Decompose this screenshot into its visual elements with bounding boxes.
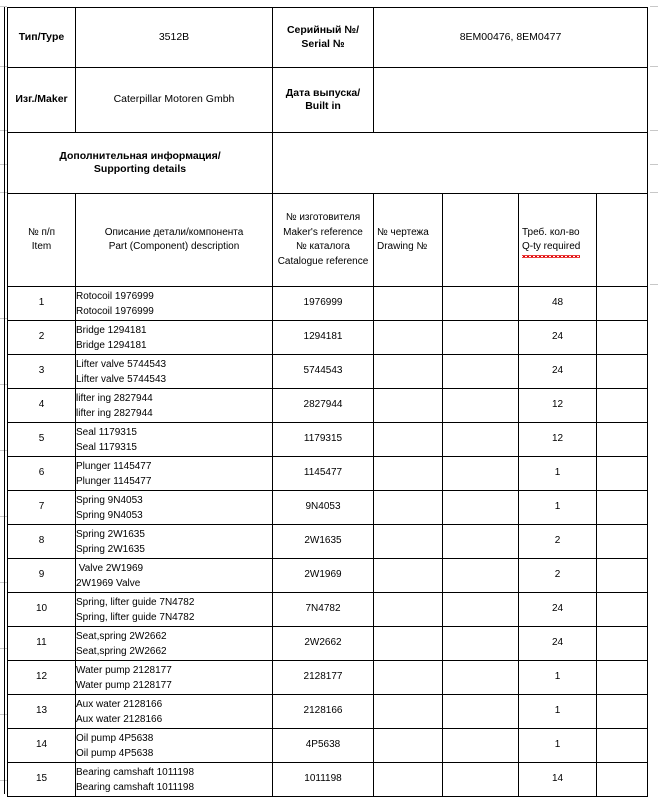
cell-blank[interactable] bbox=[443, 389, 519, 423]
cell-quantity[interactable]: 1 bbox=[519, 695, 597, 729]
cell-blank[interactable] bbox=[443, 355, 519, 389]
cell-drawing-number[interactable] bbox=[374, 695, 443, 729]
cell-drawing-number[interactable] bbox=[374, 321, 443, 355]
cell-description-line-ru: Oil pump 4P5638 bbox=[76, 732, 154, 744]
column-header-description-line-2: Part (Component) description bbox=[108, 241, 240, 252]
cell-makers-reference[interactable]: 1976999 bbox=[273, 287, 374, 321]
cell-description[interactable] bbox=[76, 423, 273, 457]
cell-description-line-en: Bridge 1294181 bbox=[76, 339, 147, 351]
cell-item-number[interactable]: 1 bbox=[8, 287, 76, 321]
cell-blank[interactable] bbox=[443, 729, 519, 763]
cell-blank[interactable] bbox=[443, 627, 519, 661]
table-row[interactable] bbox=[8, 389, 648, 423]
cell-description-line-ru: Spring 2W1635 bbox=[76, 528, 145, 540]
cell-blank[interactable] bbox=[443, 321, 519, 355]
cell-description[interactable] bbox=[76, 321, 273, 355]
cell-drawing-number[interactable] bbox=[374, 559, 443, 593]
supporting-label-line-1: Дополнительная информация/ bbox=[59, 149, 221, 162]
type-value[interactable]: 3512B bbox=[76, 8, 273, 68]
table-row[interactable] bbox=[8, 695, 648, 729]
cell-blank[interactable] bbox=[443, 593, 519, 627]
cell-description-line-ru: Aux water 2128166 bbox=[76, 698, 163, 710]
cell-description[interactable] bbox=[76, 593, 273, 627]
margin-guide-dash bbox=[650, 6, 658, 7]
cell-description[interactable] bbox=[76, 389, 273, 423]
cell-description[interactable] bbox=[76, 559, 273, 593]
cell-description-line-ru: Water pump 2128177 bbox=[76, 664, 172, 676]
supporting-label-line-2: Supporting details bbox=[93, 163, 187, 175]
cell-trailing[interactable] bbox=[597, 729, 648, 763]
cell-description-line-en: Seal 1179315 bbox=[76, 441, 137, 453]
cell-description-line-en: Lifter valve 5744543 bbox=[76, 373, 167, 385]
column-header-item-line-1: № п/п bbox=[27, 226, 56, 238]
cell-trailing[interactable] bbox=[597, 763, 648, 797]
column-header-trailing bbox=[597, 194, 648, 287]
table-row[interactable] bbox=[8, 457, 648, 491]
cell-makers-reference[interactable]: 7N4782 bbox=[273, 593, 374, 627]
cell-trailing[interactable] bbox=[597, 627, 648, 661]
cell-description-line-ru: Spring, lifter guide 7N4782 bbox=[76, 596, 195, 608]
cell-description-line-en: Spring, lifter guide 7N4782 bbox=[76, 611, 195, 623]
cell-trailing[interactable] bbox=[597, 525, 648, 559]
cell-description[interactable] bbox=[76, 525, 273, 559]
cell-description-line-en: lifter ing 2827944 bbox=[76, 407, 153, 419]
cell-quantity[interactable]: 24 bbox=[519, 627, 597, 661]
cell-description-line-ru: Seal 1179315 bbox=[76, 426, 137, 438]
cell-item-number[interactable]: 7 bbox=[8, 491, 76, 525]
cell-description-line-en: Aux water 2128166 bbox=[76, 713, 163, 725]
cell-blank[interactable] bbox=[443, 559, 519, 593]
cell-description-line-ru: Seat,spring 2W2662 bbox=[76, 630, 167, 642]
cell-description-line-ru: Rotocoil 1976999 bbox=[76, 290, 154, 302]
column-header-makers-reference-line-2: Maker's reference bbox=[283, 226, 363, 238]
cell-description-line-ru: lifter ing 2827944 bbox=[76, 392, 153, 404]
cell-drawing-number[interactable] bbox=[374, 423, 443, 457]
cell-makers-reference[interactable]: 2827944 bbox=[273, 389, 374, 423]
built-in-label-line-1: Дата выпуска/ bbox=[285, 86, 361, 99]
cell-makers-reference[interactable]: 4P5638 bbox=[273, 729, 374, 763]
cell-quantity[interactable]: 24 bbox=[519, 593, 597, 627]
cell-description-line-ru: Plunger 1145477 bbox=[76, 460, 152, 472]
cell-makers-reference[interactable]: 2128177 bbox=[273, 661, 374, 695]
cell-makers-reference[interactable]: 9N4053 bbox=[273, 491, 374, 525]
cell-description[interactable] bbox=[76, 729, 273, 763]
margin-guide-dash bbox=[650, 192, 658, 193]
cell-item-number[interactable]: 13 bbox=[8, 695, 76, 729]
cell-trailing[interactable] bbox=[597, 355, 648, 389]
table-row[interactable] bbox=[8, 661, 648, 695]
cell-item-number[interactable]: 5 bbox=[8, 423, 76, 457]
column-header-makers-reference-line-4: Catalogue reference bbox=[277, 255, 369, 267]
margin-guide-dash bbox=[650, 66, 658, 67]
column-header-qty-line-2: Q-ty required bbox=[522, 240, 580, 255]
cell-drawing-number[interactable] bbox=[374, 661, 443, 695]
cell-drawing-number[interactable] bbox=[374, 457, 443, 491]
maker-value[interactable]: Caterpillar Motoren Gmbh bbox=[76, 68, 273, 133]
cell-description-line-en: Rotocoil 1976999 bbox=[76, 305, 154, 317]
serial-label-line-1: Серийный №/ bbox=[286, 24, 360, 37]
table-row[interactable] bbox=[8, 593, 648, 627]
column-header-drawing bbox=[374, 194, 443, 287]
cell-quantity[interactable]: 1 bbox=[519, 457, 597, 491]
cell-trailing[interactable] bbox=[597, 661, 648, 695]
supporting-details-label bbox=[8, 133, 273, 194]
cell-description-line-en: Water pump 2128177 bbox=[76, 679, 172, 691]
column-header-blank bbox=[443, 194, 519, 287]
column-header-drawing-line-1: № чертежа bbox=[377, 226, 429, 238]
cell-drawing-number[interactable] bbox=[374, 763, 443, 797]
column-header-makers-reference-line-3: № каталога bbox=[296, 241, 350, 252]
cell-description[interactable] bbox=[76, 627, 273, 661]
cell-description-line-en: Bearing camshaft 1011198 bbox=[76, 781, 195, 793]
cell-description-line-en: Plunger 1145477 bbox=[76, 475, 152, 487]
cell-drawing-number[interactable] bbox=[374, 627, 443, 661]
table-row[interactable] bbox=[8, 525, 648, 559]
cell-makers-reference[interactable]: 2W1969 bbox=[273, 559, 374, 593]
cell-description-line-ru: Bridge 1294181 bbox=[76, 324, 147, 336]
type-label: Тип/Type bbox=[8, 8, 76, 68]
cell-item-number[interactable]: 4 bbox=[8, 389, 76, 423]
cell-blank[interactable] bbox=[443, 457, 519, 491]
cell-description-line-en: Spring 2W1635 bbox=[76, 543, 145, 555]
cell-description[interactable] bbox=[76, 287, 273, 321]
cell-description-line-ru: Spring 9N4053 bbox=[76, 494, 143, 506]
serial-value[interactable]: 8EM00476, 8EM0477 bbox=[374, 8, 648, 68]
table-row[interactable] bbox=[8, 559, 648, 593]
cell-quantity[interactable]: 12 bbox=[519, 389, 597, 423]
cell-description[interactable] bbox=[76, 695, 273, 729]
built-in-label-line-2: Built in bbox=[305, 100, 341, 112]
cell-drawing-number[interactable] bbox=[374, 525, 443, 559]
cell-description[interactable] bbox=[76, 661, 273, 695]
cell-trailing[interactable] bbox=[597, 559, 648, 593]
column-header-makers-reference bbox=[273, 194, 374, 287]
spare-parts-table bbox=[7, 7, 648, 797]
cell-description-line-en: Oil pump 4P5638 bbox=[76, 747, 154, 759]
cell-drawing-number[interactable] bbox=[374, 593, 443, 627]
cell-item-number[interactable]: 9 bbox=[8, 559, 76, 593]
table-row[interactable] bbox=[8, 763, 648, 797]
cell-trailing[interactable] bbox=[597, 695, 648, 729]
cell-description-line-en: Spring 9N4053 bbox=[76, 509, 143, 521]
built-in-value[interactable] bbox=[374, 68, 648, 133]
table-row[interactable] bbox=[8, 627, 648, 661]
cell-drawing-number[interactable] bbox=[374, 389, 443, 423]
cell-description-line-ru: Valve 2W1969 bbox=[76, 562, 144, 574]
column-header-description bbox=[76, 194, 273, 287]
info-row-type bbox=[8, 8, 648, 68]
cell-quantity[interactable]: 1 bbox=[519, 729, 597, 763]
cell-blank[interactable] bbox=[443, 423, 519, 457]
cell-trailing[interactable] bbox=[597, 423, 648, 457]
cell-blank[interactable] bbox=[443, 695, 519, 729]
cell-trailing[interactable] bbox=[597, 457, 648, 491]
cell-item-number[interactable]: 12 bbox=[8, 661, 76, 695]
table-row[interactable] bbox=[8, 321, 648, 355]
cell-drawing-number[interactable] bbox=[374, 287, 443, 321]
cell-item-number[interactable]: 8 bbox=[8, 525, 76, 559]
cell-blank[interactable] bbox=[443, 287, 519, 321]
cell-quantity[interactable]: 24 bbox=[519, 355, 597, 389]
table-row[interactable] bbox=[8, 491, 648, 525]
cell-drawing-number[interactable] bbox=[374, 729, 443, 763]
cell-item-number[interactable]: 2 bbox=[8, 321, 76, 355]
cell-quantity[interactable]: 24 bbox=[519, 321, 597, 355]
cell-description-line-en: Seat,spring 2W2662 bbox=[76, 645, 167, 657]
column-header-qty-line-1: Треб. кол-во bbox=[522, 226, 580, 238]
column-header-drawing-line-2: Drawing № bbox=[377, 241, 428, 252]
table-row[interactable] bbox=[8, 355, 648, 389]
cell-quantity[interactable]: 12 bbox=[519, 423, 597, 457]
column-header-description-line-1: Описание детали/компонента bbox=[104, 226, 244, 238]
cell-quantity[interactable]: 14 bbox=[519, 763, 597, 797]
cell-makers-reference[interactable]: 2128166 bbox=[273, 695, 374, 729]
cell-quantity[interactable]: 2 bbox=[519, 559, 597, 593]
info-row-supporting bbox=[8, 133, 648, 194]
margin-guide-dash bbox=[650, 284, 658, 285]
cell-quantity[interactable]: 1 bbox=[519, 491, 597, 525]
cell-quantity[interactable]: 2 bbox=[519, 525, 597, 559]
supporting-details-value[interactable] bbox=[273, 133, 648, 194]
cell-makers-reference[interactable]: 2W2662 bbox=[273, 627, 374, 661]
cell-item-number[interactable]: 3 bbox=[8, 355, 76, 389]
cell-makers-reference[interactable]: 1011198 bbox=[273, 763, 374, 797]
cell-description[interactable] bbox=[76, 491, 273, 525]
serial-label-line-2: Serial № bbox=[301, 37, 345, 50]
cell-trailing[interactable] bbox=[597, 389, 648, 423]
cell-item-number[interactable]: 11 bbox=[8, 627, 76, 661]
cell-item-number[interactable]: 15 bbox=[8, 763, 76, 797]
cell-item-number[interactable]: 10 bbox=[8, 593, 76, 627]
cell-makers-reference[interactable]: 1179315 bbox=[273, 423, 374, 457]
column-header-item bbox=[8, 194, 76, 287]
cell-drawing-number[interactable] bbox=[374, 355, 443, 389]
cell-blank[interactable] bbox=[443, 661, 519, 695]
page-left-rule bbox=[4, 7, 5, 794]
cell-makers-reference[interactable]: 1145477 bbox=[273, 457, 374, 491]
cell-description-line-ru: Lifter valve 5744543 bbox=[76, 358, 167, 370]
cell-description-line-en: 2W1969 Valve bbox=[76, 577, 141, 589]
column-header-item-line-2: Item bbox=[31, 241, 52, 252]
maker-label: Изг./Maker bbox=[8, 68, 76, 133]
table-header-row bbox=[8, 194, 648, 287]
margin-guide-dash bbox=[650, 130, 658, 131]
cell-description-line-ru: Bearing camshaft 1011198 bbox=[76, 766, 195, 778]
table-row[interactable] bbox=[8, 423, 648, 457]
cell-drawing-number[interactable] bbox=[374, 491, 443, 525]
cell-trailing[interactable] bbox=[597, 287, 648, 321]
cell-item-number[interactable]: 6 bbox=[8, 457, 76, 491]
margin-guide-dash bbox=[650, 164, 658, 165]
cell-blank[interactable] bbox=[443, 491, 519, 525]
info-row-maker bbox=[8, 68, 648, 133]
table-row[interactable] bbox=[8, 729, 648, 763]
cell-description[interactable] bbox=[76, 355, 273, 389]
cell-description[interactable] bbox=[76, 457, 273, 491]
built-in-label bbox=[273, 68, 374, 133]
cell-makers-reference[interactable]: 2W1635 bbox=[273, 525, 374, 559]
column-header-qty bbox=[519, 194, 597, 287]
cell-blank[interactable] bbox=[443, 525, 519, 559]
cell-trailing[interactable] bbox=[597, 593, 648, 627]
cell-blank[interactable] bbox=[443, 763, 519, 797]
cell-trailing[interactable] bbox=[597, 321, 648, 355]
cell-quantity[interactable]: 1 bbox=[519, 661, 597, 695]
cell-trailing[interactable] bbox=[597, 491, 648, 525]
column-header-makers-reference-line-1: № изготовителя bbox=[285, 212, 361, 223]
cell-item-number[interactable]: 14 bbox=[8, 729, 76, 763]
cell-makers-reference[interactable]: 1294181 bbox=[273, 321, 374, 355]
table-row[interactable] bbox=[8, 287, 648, 321]
cell-makers-reference[interactable]: 5744543 bbox=[273, 355, 374, 389]
serial-label bbox=[273, 8, 374, 68]
cell-description[interactable] bbox=[76, 763, 273, 797]
cell-quantity[interactable]: 48 bbox=[519, 287, 597, 321]
